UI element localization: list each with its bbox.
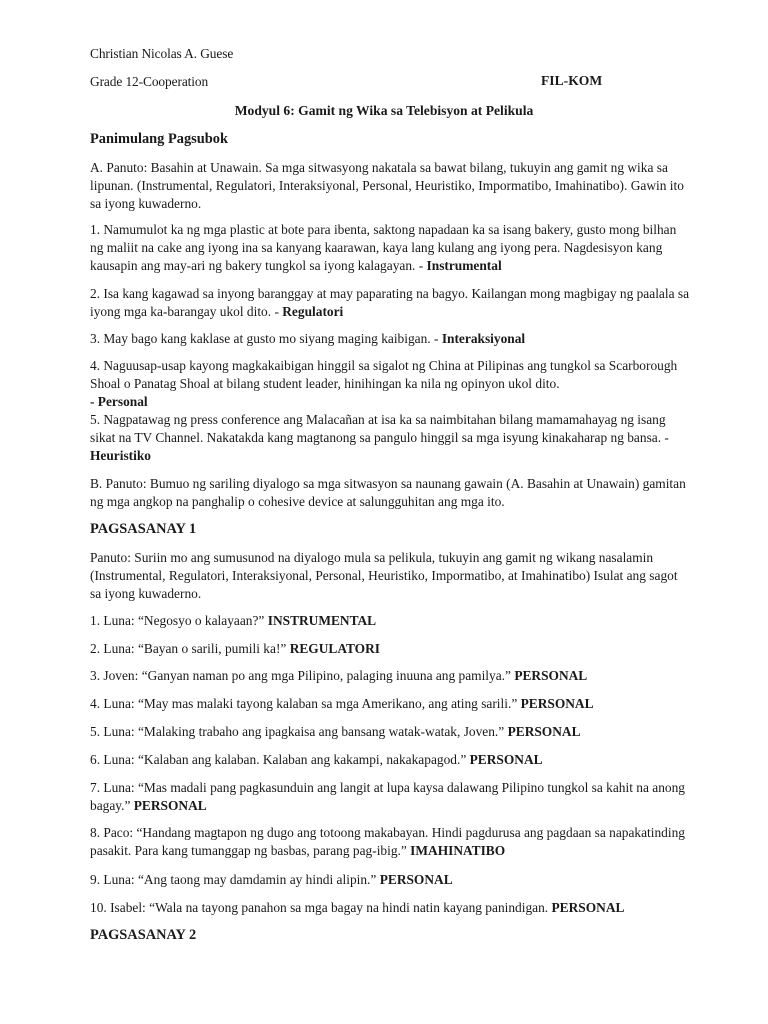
student-name: Christian Nicolas A. Guese [90, 46, 234, 61]
instruction-b: B. Panuto: Bumuo ng sariling diyalogo sa mga sitwasyon sa naunang gawain (A. Basahin at Unawain) gamitan ng mga angkop na panghalip o cohesive device at salungguhitan ang mga ito. [90, 476, 686, 509]
list-item: 1. Luna: “Negosyo o kalayaan?” INSTRUMENTAL [90, 613, 377, 628]
list-item: 4. Naguusap-usap kayong magkakaibigan hinggil sa sigalot ng China at Pilipinas ang tungkol sa Scarborough Shoal o Panatag Shoal at bilang student leader, hinihingan ka nila ng opinyon ukol dito. - Personal [90, 358, 678, 409]
list-item: 10. Isabel: “Wala na tayong panahon sa mga bagay na hindi natin kayang panindigan. PERSONAL [90, 900, 625, 915]
pagsasanay1-instruction: Panuto: Suriin mo ang sumusunod na diyalogo mula sa pelikula, tukuyin ang gamit ng wikang nasalamin (Instrumental, Regulatori, Interaksiyonal, Personal, Heuristiko, Impormatibo, at Imahinatibo) Isulat ang sagot sa iyong kuwaderno. [90, 550, 678, 601]
section-heading-pagsasanay1: PAGSASANAY 1 [90, 521, 197, 537]
list-item: 4. Luna: “May mas malaki tayong kalaban sa mga Amerikano, ang ating sarili.” PERSONAL [90, 696, 594, 711]
answer-label: PERSONAL [520, 696, 594, 711]
subject-code: FIL-KOM [541, 73, 603, 88]
list-item: 2. Luna: “Bayan o sarili, pumili ka!” REGULATORI [90, 641, 380, 656]
answer-label: Regulatori [282, 304, 344, 319]
list-item: 7. Luna: “Mas madali pang pagkasunduin ang langit at lupa kaysa dalawang Pilipino tungkol sa kahit na anong bagay.” PERSONAL [90, 780, 686, 813]
answer-label: Heuristiko [90, 448, 152, 463]
answer-label: PERSONAL [379, 872, 453, 887]
answer-label: PERSONAL [507, 724, 581, 739]
list-item: 6. Luna: “Kalaban ang kalaban. Kalaban ang kakampi, nakakapagod.” PERSONAL [90, 752, 543, 767]
list-item: 5. Nagpatawag ng press conference ang Malacañan at isa ka sa naimbitahan bilang mamamahayag ng isang sikat na TV Channel. Nakatakda kang magtanong sa pangulo hinggil sa mga isyung kinakaharap ng bansa. - Heuristiko [90, 412, 669, 463]
answer-label: - Personal [90, 394, 148, 409]
list-item: 8. Paco: “Handang magtapon ng dugo ang totoong makabayan. Hindi pagdurusa ang pagdaan sa napakatinding pasakit. Para kang tumanggap ng basbas, parang pag-ibig.” IMAHINATIBO [90, 825, 685, 858]
answer-label: IMAHINATIBO [410, 843, 506, 858]
answer-label: Instrumental [426, 258, 502, 273]
instruction-a: A. Panuto: Basahin at Unawain. Sa mga sitwasyong nakatala sa bawat bilang, tukuyin ang gamit ng wika sa lipunan. (Instrumental, Regulatori, Interaksiyonal, Personal, Heuristiko, Impormatibo, Imahinatibo). Gawin ito sa iyong kuwaderno. [90, 160, 684, 211]
answer-label: PERSONAL [133, 798, 207, 813]
answer-label: Interaksiyonal [441, 331, 526, 346]
answer-label: PERSONAL [551, 900, 625, 915]
answer-label: PERSONAL [514, 668, 588, 683]
list-item: 2. Isa kang kagawad sa inyong baranggay at may paparating na bagyo. Kailangan mong magbigay ng paalala sa iyong mga ka-barangay ukol dito. - Regulatori [90, 286, 690, 319]
section-heading-panimula: Panimulang Pagsubok [90, 131, 228, 147]
answer-label: REGULATORI [289, 641, 380, 656]
grade-section: Grade 12-Cooperation [90, 74, 209, 89]
module-title: Modyul 6: Gamit ng Wika sa Telebisyon at Pelikula [234, 103, 534, 118]
list-item: 9. Luna: “Ang taong may damdamin ay hindi alipin.” PERSONAL [90, 872, 453, 887]
list-item: 3. Joven: “Ganyan naman po ang mga Pilipino, palaging inuuna ang pamilya.” PERSONAL [90, 668, 588, 683]
answer-label: INSTRUMENTAL [267, 613, 377, 628]
list-item: 1. Namumulot ka ng mga plastic at bote para ibenta, saktong napadaan ka sa isang bakery, gusto mong bilhan ng maliit na cake ang iyong ina sa kanyang kaarawan, kaya lang kulang ang iyong pera. Nagdesisyon kang kausapin ang may-ari ng bakery tungkol sa iyong kalagayan. - Instrumental [90, 222, 677, 273]
list-item: 3. May bago kang kaklase at gusto mo siyang maging kaibigan. - Interaksiyonal [90, 331, 526, 346]
section-heading-pagsasanay2: PAGSASANAY 2 [90, 927, 197, 943]
answer-label: PERSONAL [469, 752, 543, 767]
list-item: 5. Luna: “Malaking trabaho ang ipagkaisa ang bansang watak-watak, Joven.” PERSONAL [90, 724, 581, 739]
